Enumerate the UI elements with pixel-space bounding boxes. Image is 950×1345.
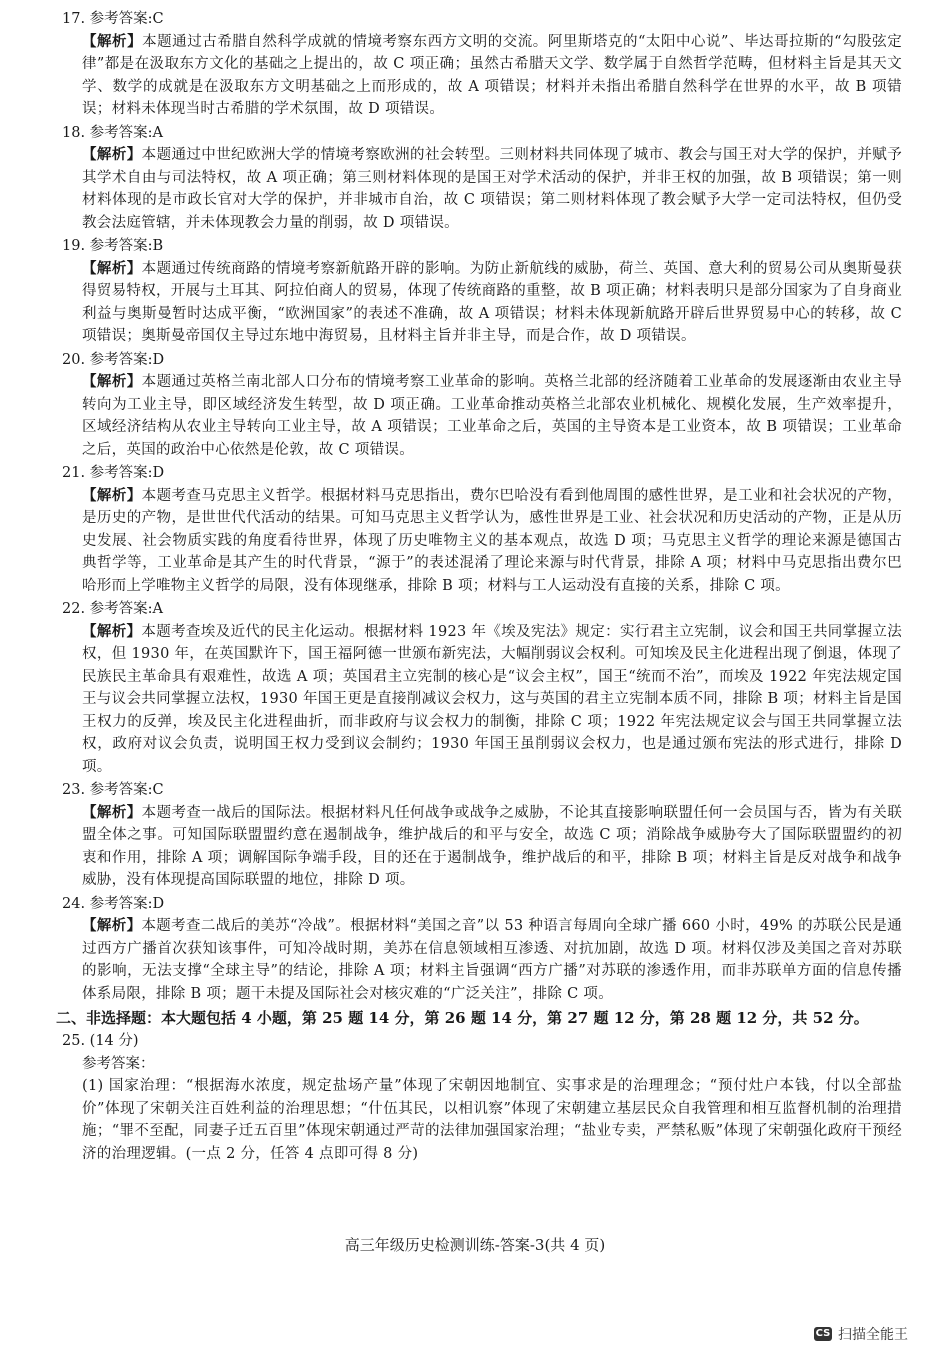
answer-line: 17. 参考答案:C [62, 11, 164, 27]
answer-line: 19. 参考答案:B [62, 238, 164, 254]
analysis-text: 本题通过传统商路的情境考察新航路开辟的影响。为防止新航线的威胁，荷兰、英国、意大利的贸易公司从奥斯曼获得贸易特权，开展与土耳其、阿拉伯商人的贸易，体现了传统商路的重整，故 B 项正确；材料表明只是部分国家为了自身商业利益与奥斯曼暂时达成平衡，“欧洲国家”的表述不准确，故 A 项错误；材料未体现新航路开辟后世界贸易中心的转移，故 C 项错误；奥斯曼帝国仅主导过东地中海贸易，且材料主旨并非主导，而是合作，故 D 项错误。 [82, 260, 903, 344]
question-18 [56, 122, 902, 235]
answer-line: 22. 参考答案:A [62, 601, 164, 617]
analysis-tag: 【解析】 [82, 373, 142, 390]
question-21 [56, 462, 902, 597]
analysis-text: 本题考查埃及近代的民主化运动。根据材料 1923 年《埃及宪法》规定：实行君主立宪制，议会和国王共同掌握立法权，但 1930 年，在英国默许下，国王福阿德一世颁布新宪法，大幅削弱议会权利。可知埃及民主化进程出现了倒退，体现了民族民主革命具有艰难性，故选 A 项；英国君主立宪制的核心是“议会主权”，国王“统而不治”，而埃及 1922 年宪法规定国王与议会共同掌握立法权，1930 年国王更是直接削减议会权力，这与英国的君主立宪制本质不同，排除 B 项；材料主旨是国王权力的反弹，埃及民主化进程曲折，而非政府与议会权力的制衡，排除 C 项；1922 年宪法规定议会与国王共同掌握立法权，政府对议会负责，说明国王权力受到议会制约；1930 年国王虽削弱议会权力，也是通过颁布宪法的形式进行，排除 D 项。 [82, 623, 902, 775]
question-22 [56, 598, 902, 778]
analysis-text: 本题考查一战后的国际法。根据材料凡任何战争或战争之威胁，不论其直接影响联盟任何一会员国与否，皆为有关联盟全体之事。可知国际联盟盟约意在遏制战争，维护战后的和平与安全，故选 C 项；消除战争威胁夸大了国际联盟盟约的初衷和作用，排除 A 项；调解国际争端手段，目的还在于遏制战争，维护战后的和平，排除 B 项；材料主旨是反对战争和战争威胁，没有体现提高国际联盟的地位，排除 D 项。 [82, 804, 903, 888]
analysis-paragraph [56, 31, 902, 121]
analysis-text: 本题通过中世纪欧洲大学的情境考察欧洲的社会转型。三则材料共同体现了城市、教会与国王对大学的保护，并赋予其学术自由与司法特权，故 A 项正确；第三则材料体现的是国王对学术活动的保护，并非王权的加强，故 B 项错误；第一则材料体现的是市政长官对大学的保护，并非城市自治，故 C 项错误；第二则材料体现了教会赋予大学一定司法特权，但仍受教会法庭管辖，并未体现教会力量的削弱，故 D 项错误。 [82, 147, 903, 231]
question-23 [56, 779, 902, 892]
section-2-heading: 二、非选择题：本大题包括 4 小题，第 25 题 14 分，第 26 题 14 分，第 27 题 12 分，第 28 题 12 分，共 52 分。 [56, 1009, 869, 1027]
question-17 [56, 8, 902, 121]
analysis-paragraph [56, 915, 902, 1005]
scanner-watermark [814, 1322, 950, 1345]
answer-line: 20. 参考答案:D [62, 351, 165, 368]
analysis-text: 本题通过英格兰南北部人口分布的情境考察工业革命的影响。英格兰北部的经济随着工业革命的发展逐渐由农业主导转向为工业主导，即区域经济发生转型，故 D 项正确。工业革命推动英格兰北部农业机械化、规模化发展，生产效率提升，区域经济结构从农业主导转向工业主导，故 A 项错误；工业革命之后，英国的主导资本是工业资本，故 B 项错误；工业革命之后，英国的政治中心依然是伦敦，故 C 项错误。 [82, 374, 903, 458]
page-footer: 高三年级历史检测训练-答案-3(共 4 页) [344, 1236, 606, 1254]
analysis-tag: 【解析】 [82, 146, 142, 163]
question-25-answer: (1) 国家治理：“根据海水浓度，规定盐场产量”体现了宋朝因地制宜、实事求是的治理理念；“预付灶户本钱，付以全部盐价”体现了宋朝关注百姓利益的治理思想；“什伍其民，以相讥察”体现了宋朝建立基层民众自我管理和相互监督机制的治理措施；“罪不至配，同妻子迁五百里”体现宋朝通过严苛的法律加强国家治理；“盐业专卖，严禁私贩”体现了宋朝强化政府干预经济的治理逻辑。(一点 2 分，任答 4 点即可得 8 分) [82, 1078, 902, 1162]
analysis-text: 本题考查马克思主义哲学。根据材料马克思指出，费尔巴哈没有看到他周围的感性世界，是工业和社会状况的产物，是历史的产物，是世世代代活动的结果。可知马克思主义哲学认为，感性世界是工业、社会状况和历史活动的产物，正是从历史发展、社会物质实践的角度看待世界，体现了历史唯物主义的基本观点，故选 D 项；马克思主义哲学的理论来源是德国古典哲学等，工业革命是其产生的时代背景，“源于”的表述混淆了理论来源与时代背景，排除 A 项；材料中马克思指出费尔巴哈形而上学唯物主义哲学的局限，没有体现继承，排除 B 项；材料与工人运动没有直接的关系，排除 C 项。 [82, 487, 903, 594]
analysis-tag: 【解析】 [82, 622, 142, 640]
analysis-paragraph [56, 621, 902, 779]
watermark-text: 扫描全能王 [838, 1326, 908, 1343]
analysis-tag: 【解析】 [82, 32, 143, 50]
analysis-tag: 【解析】 [82, 486, 142, 504]
answer-content [56, 8, 902, 1165]
camscanner-logo-icon: CS [815, 1327, 831, 1339]
analysis-paragraph [56, 802, 902, 892]
analysis-paragraph [56, 485, 902, 598]
analysis-text: 本题考查二战后的美苏“冷战”。根据材料“美国之音”以 53 种语言每周向全球广播 660 小时，49% 的苏联公民是通过西方广播首次获知该事件，可知冷战时期，美苏在信息领域相互渗透、对抗加剧，故选 D 项。材料仅涉及美国之音对苏联的影响，无法支撑“全球主导”的结论，排除 A 项；材料主旨强调“西方广播”对苏联的渗透作用，而非苏联单方面的信息传播体系局限，排除 B 项；题干未提及国际社会对核灾难的“广泛关注”，排除 C 项。 [82, 918, 903, 1002]
answer-line: 24. 参考答案:D [62, 895, 165, 912]
answer-line: 18. 参考答案:A [62, 124, 164, 141]
analysis-text: 本题通过古希腊自然科学成就的情境考察东西方文明的交流。阿里斯塔克的“太阳中心说”、毕达哥拉斯的“勾股弦定律”都是在汲取东方文化的基础之上提出的，故 C 项正确；虽然古希腊天文学、数学属于自然哲学范畴，但材料主旨是其天文学、数学的成就是在汲取东方文明基础之上而形成的，故 A 项错误；材料并未指出希腊自然科学在世界的水平，故 B 项错误；材料未体现当时古希腊的学术氛围，故 D 项错误。 [82, 33, 902, 117]
question-25-header: 25. (14 分) [62, 1033, 139, 1049]
question-20 [56, 349, 902, 462]
analysis-paragraph [56, 371, 902, 461]
analysis-paragraph [56, 258, 902, 348]
analysis-paragraph [56, 144, 902, 234]
answer-line: 23. 参考答案:C [62, 782, 164, 798]
analysis-tag: 【解析】 [82, 803, 142, 821]
question-24 [56, 893, 902, 1006]
analysis-tag: 【解析】 [82, 259, 142, 277]
question-19 [56, 235, 902, 348]
answer-line: 21. 参考答案:D [62, 465, 165, 481]
reference-answer-label: 参考答案： [82, 1055, 155, 1072]
analysis-tag: 【解析】 [82, 917, 142, 934]
